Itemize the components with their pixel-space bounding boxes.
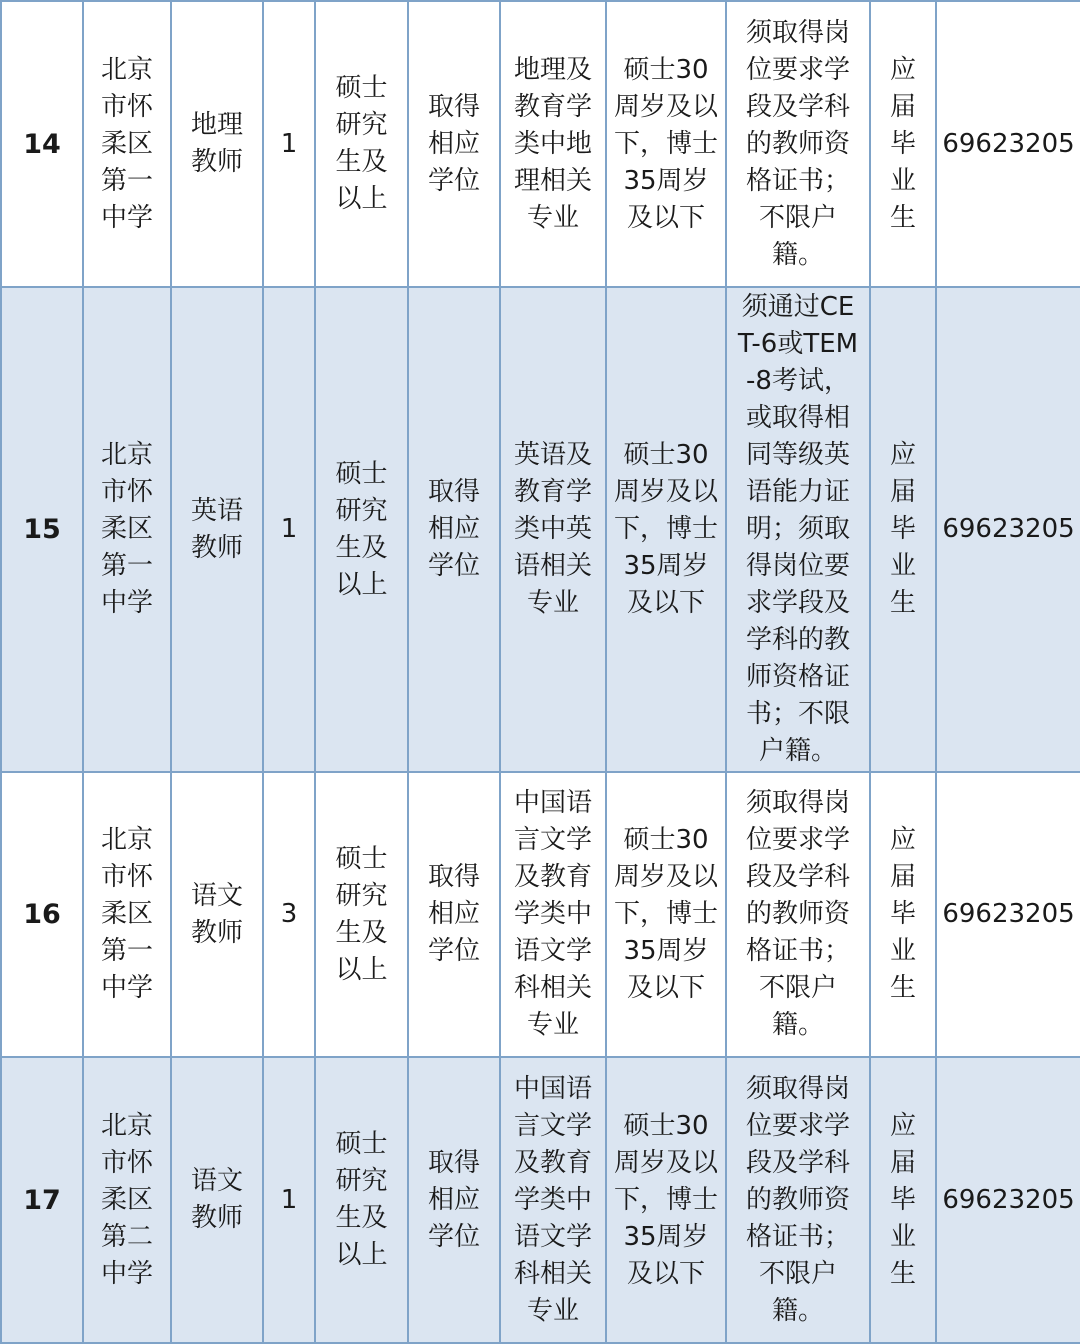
degree-cell: 取得相应学位 bbox=[408, 287, 500, 772]
education-cell: 硕士研究生及以上 bbox=[315, 1, 408, 287]
degree-cell: 取得相应学位 bbox=[408, 772, 500, 1057]
major-cell: 地理及教育学类中地理相关专业 bbox=[500, 1, 606, 287]
requirements-cell: 须通过CET-6或TEM-8考试，或取得相同等级英语能力证明；须取得岗位要求学段及学科的教师资格证书；不限户籍。 bbox=[726, 287, 870, 772]
requirements-cell: 须取得岗位要求学段及学科的教师资格证书；不限户籍。 bbox=[726, 1057, 870, 1343]
source-cell: 应届毕业生 bbox=[870, 287, 936, 772]
age-cell: 硕士30周岁及以下，博士35周岁及以下 bbox=[606, 1057, 726, 1343]
row-number: 16 bbox=[1, 772, 83, 1057]
count-cell: 3 bbox=[263, 772, 315, 1057]
age-cell: 硕士30周岁及以下，博士35周岁及以下 bbox=[606, 1, 726, 287]
major-cell: 中国语言文学及教育学类中语文学科相关专业 bbox=[500, 1057, 606, 1343]
position-cell: 地理教师 bbox=[171, 1, 263, 287]
unit-cell: 北京市怀柔区第一中学 bbox=[83, 287, 171, 772]
phone-cell: 69623205 bbox=[936, 1057, 1080, 1343]
requirements-cell: 须取得岗位要求学段及学科的教师资格证书；不限户籍。 bbox=[726, 772, 870, 1057]
position-cell: 英语教师 bbox=[171, 287, 263, 772]
source-cell: 应届毕业生 bbox=[870, 1, 936, 287]
table-row bbox=[1, 1, 1080, 287]
position-cell: 语文教师 bbox=[171, 772, 263, 1057]
table-row bbox=[1, 772, 1080, 1057]
degree-cell: 取得相应学位 bbox=[408, 1, 500, 287]
count-cell: 1 bbox=[263, 287, 315, 772]
major-cell: 英语及教育学类中英语相关专业 bbox=[500, 287, 606, 772]
unit-cell: 北京市怀柔区第一中学 bbox=[83, 1, 171, 287]
education-cell: 硕士研究生及以上 bbox=[315, 1057, 408, 1343]
phone-cell: 69623205 bbox=[936, 287, 1080, 772]
phone-cell: 69623205 bbox=[936, 1, 1080, 287]
source-cell: 应届毕业生 bbox=[870, 1057, 936, 1343]
unit-cell: 北京市怀柔区第一中学 bbox=[83, 772, 171, 1057]
phone-cell: 69623205 bbox=[936, 772, 1080, 1057]
requirements-cell: 须取得岗位要求学段及学科的教师资格证书；不限户籍。 bbox=[726, 1, 870, 287]
table-row bbox=[1, 287, 1080, 772]
unit-cell: 北京市怀柔区第二中学 bbox=[83, 1057, 171, 1343]
education-cell: 硕士研究生及以上 bbox=[315, 772, 408, 1057]
count-cell: 1 bbox=[263, 1057, 315, 1343]
age-cell: 硕士30周岁及以下，博士35周岁及以下 bbox=[606, 772, 726, 1057]
position-cell: 语文教师 bbox=[171, 1057, 263, 1343]
degree-cell: 取得相应学位 bbox=[408, 1057, 500, 1343]
count-cell: 1 bbox=[263, 1, 315, 287]
major-cell: 中国语言文学及教育学类中语文学科相关专业 bbox=[500, 772, 606, 1057]
age-cell: 硕士30周岁及以下，博士35周岁及以下 bbox=[606, 287, 726, 772]
table-row bbox=[1, 1057, 1080, 1343]
source-cell: 应届毕业生 bbox=[870, 772, 936, 1057]
row-number: 14 bbox=[1, 1, 83, 287]
row-number: 15 bbox=[1, 287, 83, 772]
education-cell: 硕士研究生及以上 bbox=[315, 287, 408, 772]
row-number: 17 bbox=[1, 1057, 83, 1343]
